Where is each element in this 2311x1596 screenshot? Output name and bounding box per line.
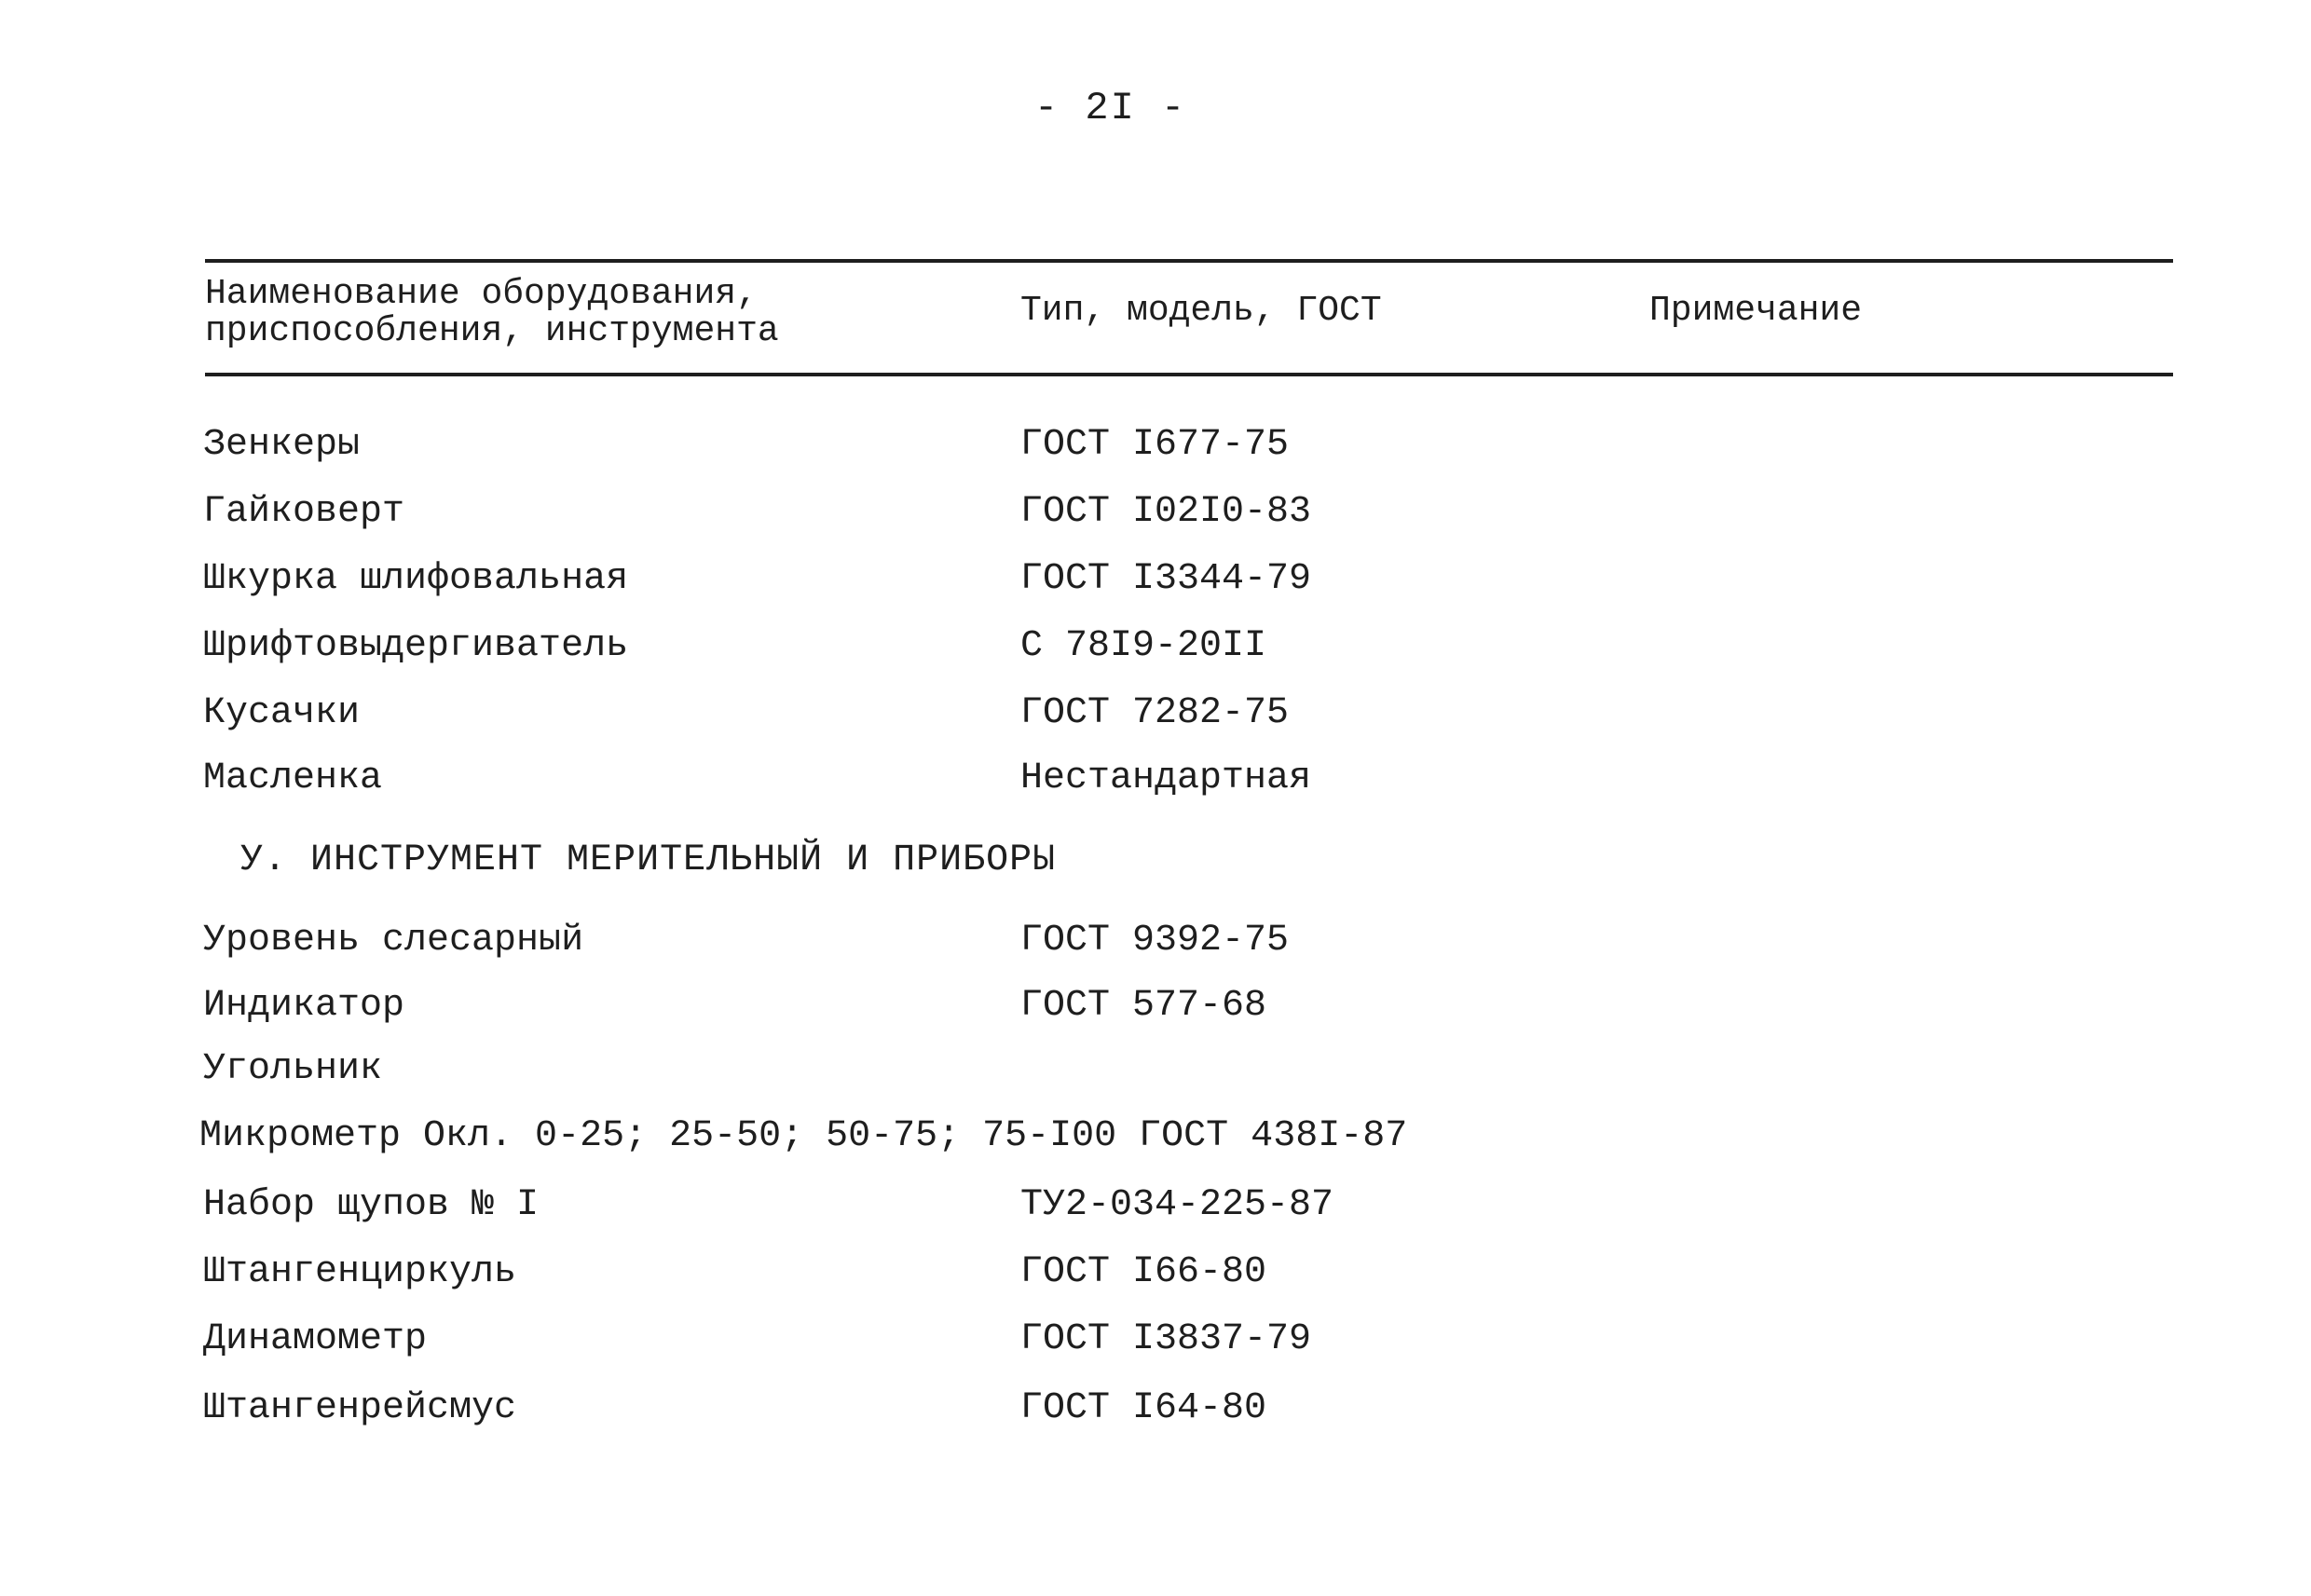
section-title: У. ИНСТРУМЕНТ МЕРИТЕЛЬНЫЙ И ПРИБОРЫ (240, 839, 1057, 881)
table-row-type: С 78I9-20II (1020, 625, 1267, 667)
table-row-type: ГОСТ I3837-79 (1020, 1318, 1312, 1360)
table-row-name: Шкурка шлифовальная (203, 558, 629, 600)
table-row-name: Зенкеры (203, 424, 361, 466)
table-top-rule (205, 259, 2173, 263)
table-row-type: ГОСТ 7282-75 (1020, 692, 1290, 734)
table-row-name: Шрифтовыдергиватель (203, 625, 629, 667)
table-row-type: ГОСТ I64-80 (1020, 1387, 1267, 1429)
table-row-type: ГОСТ 577-68 (1020, 985, 1267, 1027)
table-row-name: Кусачки (203, 692, 361, 734)
table-row-type: ГОСТ I66-80 (1020, 1251, 1267, 1293)
table-row-name: Гайковерт (203, 491, 405, 533)
header-type-model-gost: Тип, модель, ГОСТ (1020, 291, 1382, 331)
table-row-name: Индикатор (203, 985, 405, 1027)
table-row-name: Штангенрейсмус (203, 1387, 517, 1429)
table-row-name: Набор щупов № I (203, 1184, 540, 1226)
table-row-type: ТУ2-034-225-87 (1020, 1184, 1334, 1226)
table-row-type: Нестандартная (1020, 757, 1312, 799)
table-header-rule (205, 373, 2173, 376)
header-equipment-name: Наименование оборудования, приспособления, инструмента (205, 274, 779, 351)
header-note: Примечание (1649, 291, 1863, 331)
table-row-name: Угольник (203, 1048, 383, 1090)
table-row-type: ГОСТ I677-75 (1020, 424, 1290, 466)
table-row-type: ГОСТ 9392-75 (1020, 920, 1290, 962)
table-row-name: Штангенциркуль (203, 1251, 517, 1293)
table-row-type: ГОСТ I3344-79 (1020, 558, 1312, 600)
table-row-name: Уровень слесарный (203, 920, 584, 962)
micrometer-row: Микрометр Окл. 0-25; 25-50; 50-75; 75-I00 ГОСТ 438I-87 (199, 1115, 1408, 1157)
table-row-name: Масленка (203, 757, 383, 799)
page-number: - 2I - (1034, 86, 1187, 130)
table-row-type: ГОСТ I02I0-83 (1020, 491, 1312, 533)
table-row-name: Динамометр (203, 1318, 428, 1360)
